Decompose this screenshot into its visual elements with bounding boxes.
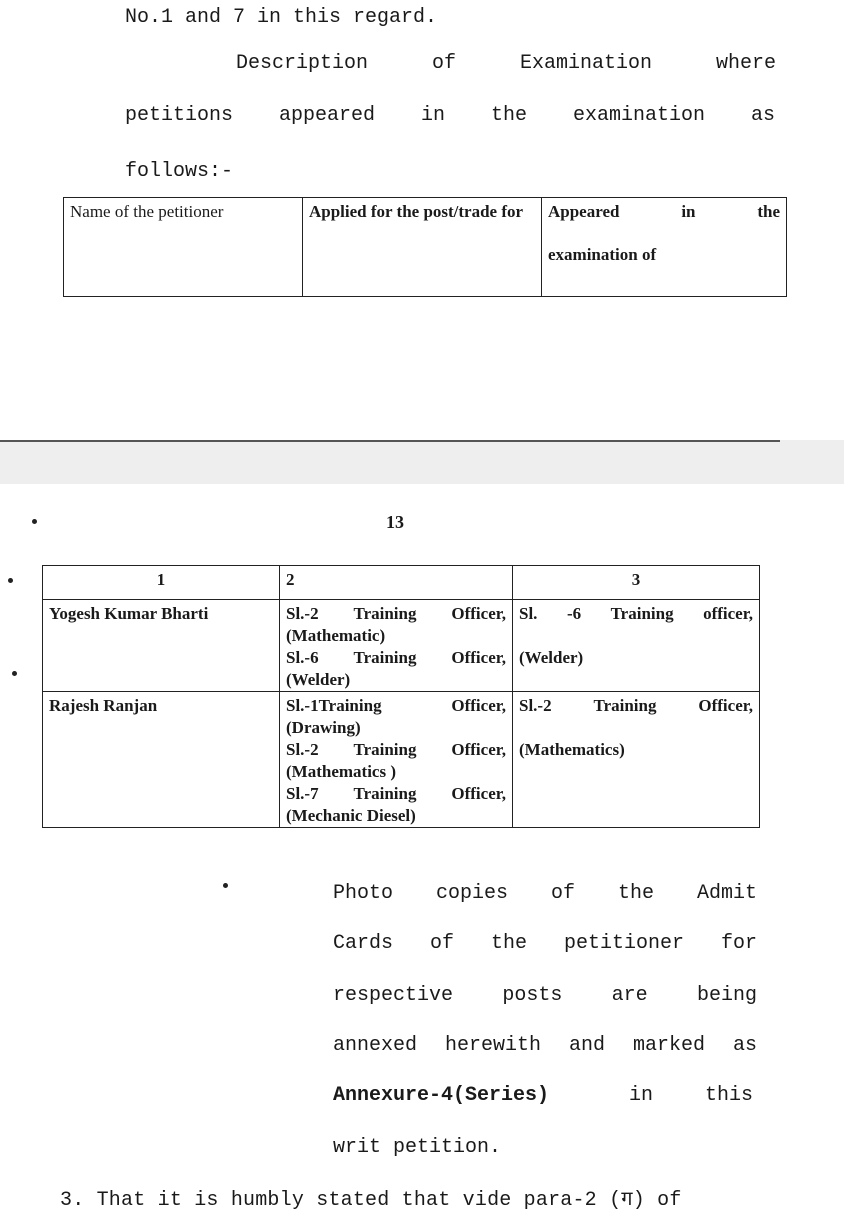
word: in (681, 202, 696, 221)
speck (8, 578, 13, 583)
page-gap (0, 440, 844, 484)
word: Sl.-2 (286, 740, 319, 759)
word: Training (353, 784, 417, 803)
word: Examination (519, 52, 653, 75)
petitioner-name: Rajesh Ranjan (49, 696, 158, 715)
word: and (568, 1034, 605, 1057)
word: are (611, 984, 648, 1007)
paragraph-line (236, 52, 776, 75)
appeared-cell (513, 600, 760, 692)
word: being (696, 984, 757, 1007)
cell-line: (Welder) (286, 670, 351, 689)
paragraph-line (333, 1034, 757, 1057)
cell-line: (Welder) (519, 648, 584, 667)
word: Training (593, 696, 657, 715)
word: Appeared (548, 202, 620, 221)
paragraph-line (333, 984, 757, 1007)
word: Cards (333, 932, 394, 955)
word: copies (435, 882, 508, 905)
header-label (542, 198, 786, 223)
cell-line: (Drawing) (286, 718, 361, 737)
column-number: 2 (286, 570, 295, 589)
word: Officer, (451, 784, 506, 803)
word: the (490, 932, 527, 955)
cell-line (286, 647, 506, 669)
speck (223, 883, 228, 888)
column-number: 1 (156, 570, 166, 589)
word: Description (236, 52, 369, 75)
appeared-cell (513, 692, 760, 828)
cell-line (286, 783, 506, 805)
word: the (757, 202, 780, 221)
cutoff-text-line: 3. That it is humbly stated that vide para-2 (ग) of (60, 1189, 682, 1212)
word: the (490, 104, 527, 127)
applied-cell (280, 600, 513, 692)
name-cell (43, 692, 280, 828)
document-page-upper (0, 0, 844, 440)
word: Training (353, 604, 417, 623)
word: herewith (444, 1034, 541, 1057)
word: posts (502, 984, 563, 1007)
text-line: No.1 and 7 in this regard. (125, 6, 438, 29)
word: as (732, 1034, 757, 1057)
speck (12, 671, 17, 676)
annexure-label: Annexure-4(Series) (333, 1084, 550, 1107)
cell-line (519, 603, 753, 625)
petitioner-header-table (63, 197, 787, 297)
word: the (617, 882, 654, 905)
word: petitioner (563, 932, 684, 955)
applied-cell (280, 692, 513, 828)
word: Officer, (451, 604, 506, 623)
word: Officer, (451, 648, 506, 667)
cell-line (286, 603, 506, 625)
word: appeared (279, 104, 376, 127)
name-cell (43, 600, 280, 692)
word: Officer, (698, 696, 753, 715)
text-line: follows:- (125, 160, 234, 183)
word: in (420, 104, 445, 127)
petitioner-name: Yogesh Kumar Bharti (49, 604, 209, 623)
word: as (750, 104, 775, 127)
word: of (429, 932, 454, 955)
word: officer, (703, 604, 753, 623)
word: Sl.-7 (286, 784, 319, 803)
speck (32, 519, 37, 524)
header-cell (64, 198, 303, 297)
column-number: 3 (631, 570, 641, 589)
word: Sl. (519, 604, 538, 623)
word: Training (353, 740, 417, 759)
cell-line (286, 739, 506, 761)
word: respective (333, 984, 454, 1007)
cell-line (519, 695, 753, 717)
cell-line: (Mathematics ) (286, 762, 396, 781)
cell-line: (Mathematic) (286, 626, 386, 645)
word: annexed (333, 1034, 418, 1057)
word: where (715, 52, 776, 75)
word: Training (610, 604, 674, 623)
word: Training (353, 648, 417, 667)
word: Sl.-2 (286, 604, 319, 623)
header-label: Name of the petitioner (70, 202, 224, 221)
column-header (513, 566, 760, 600)
word: of (550, 882, 575, 905)
cell-line: (Mechanic Diesel) (286, 806, 416, 825)
word: examination (572, 104, 705, 127)
word: Officer, (451, 696, 506, 715)
word: Sl.-1Training (286, 696, 382, 715)
word: petitions (125, 104, 234, 127)
word: marked (632, 1034, 705, 1057)
word: Admit (696, 882, 757, 905)
cell-line (286, 695, 506, 717)
word: in (629, 1084, 654, 1107)
paragraph-line (333, 932, 757, 955)
word: for (720, 932, 757, 955)
paragraph-line (333, 882, 757, 905)
column-header (43, 566, 280, 600)
page-edge-line (0, 440, 780, 442)
header-label: Applied for the post/trade for (309, 202, 524, 221)
page-number: 13 (386, 512, 404, 532)
word: Officer, (451, 740, 506, 759)
cell-line: (Mathematics) (519, 740, 625, 759)
word: of (432, 52, 457, 75)
word: Sl.-2 (519, 696, 552, 715)
column-header (280, 566, 513, 600)
document-page-lower (0, 484, 844, 1212)
table-row (43, 692, 760, 828)
paragraph-line (125, 104, 775, 127)
word: Sl.-6 (286, 648, 319, 667)
header-label: examination of (548, 245, 657, 264)
paragraph-line (333, 1084, 757, 1107)
word: -6 (566, 604, 582, 623)
text-line: writ petition. (333, 1136, 502, 1159)
table-row (43, 600, 760, 692)
word: this (705, 1084, 754, 1107)
header-cell (542, 198, 787, 297)
word: Photo (333, 882, 394, 905)
header-cell (303, 198, 542, 297)
examination-table (42, 565, 760, 828)
